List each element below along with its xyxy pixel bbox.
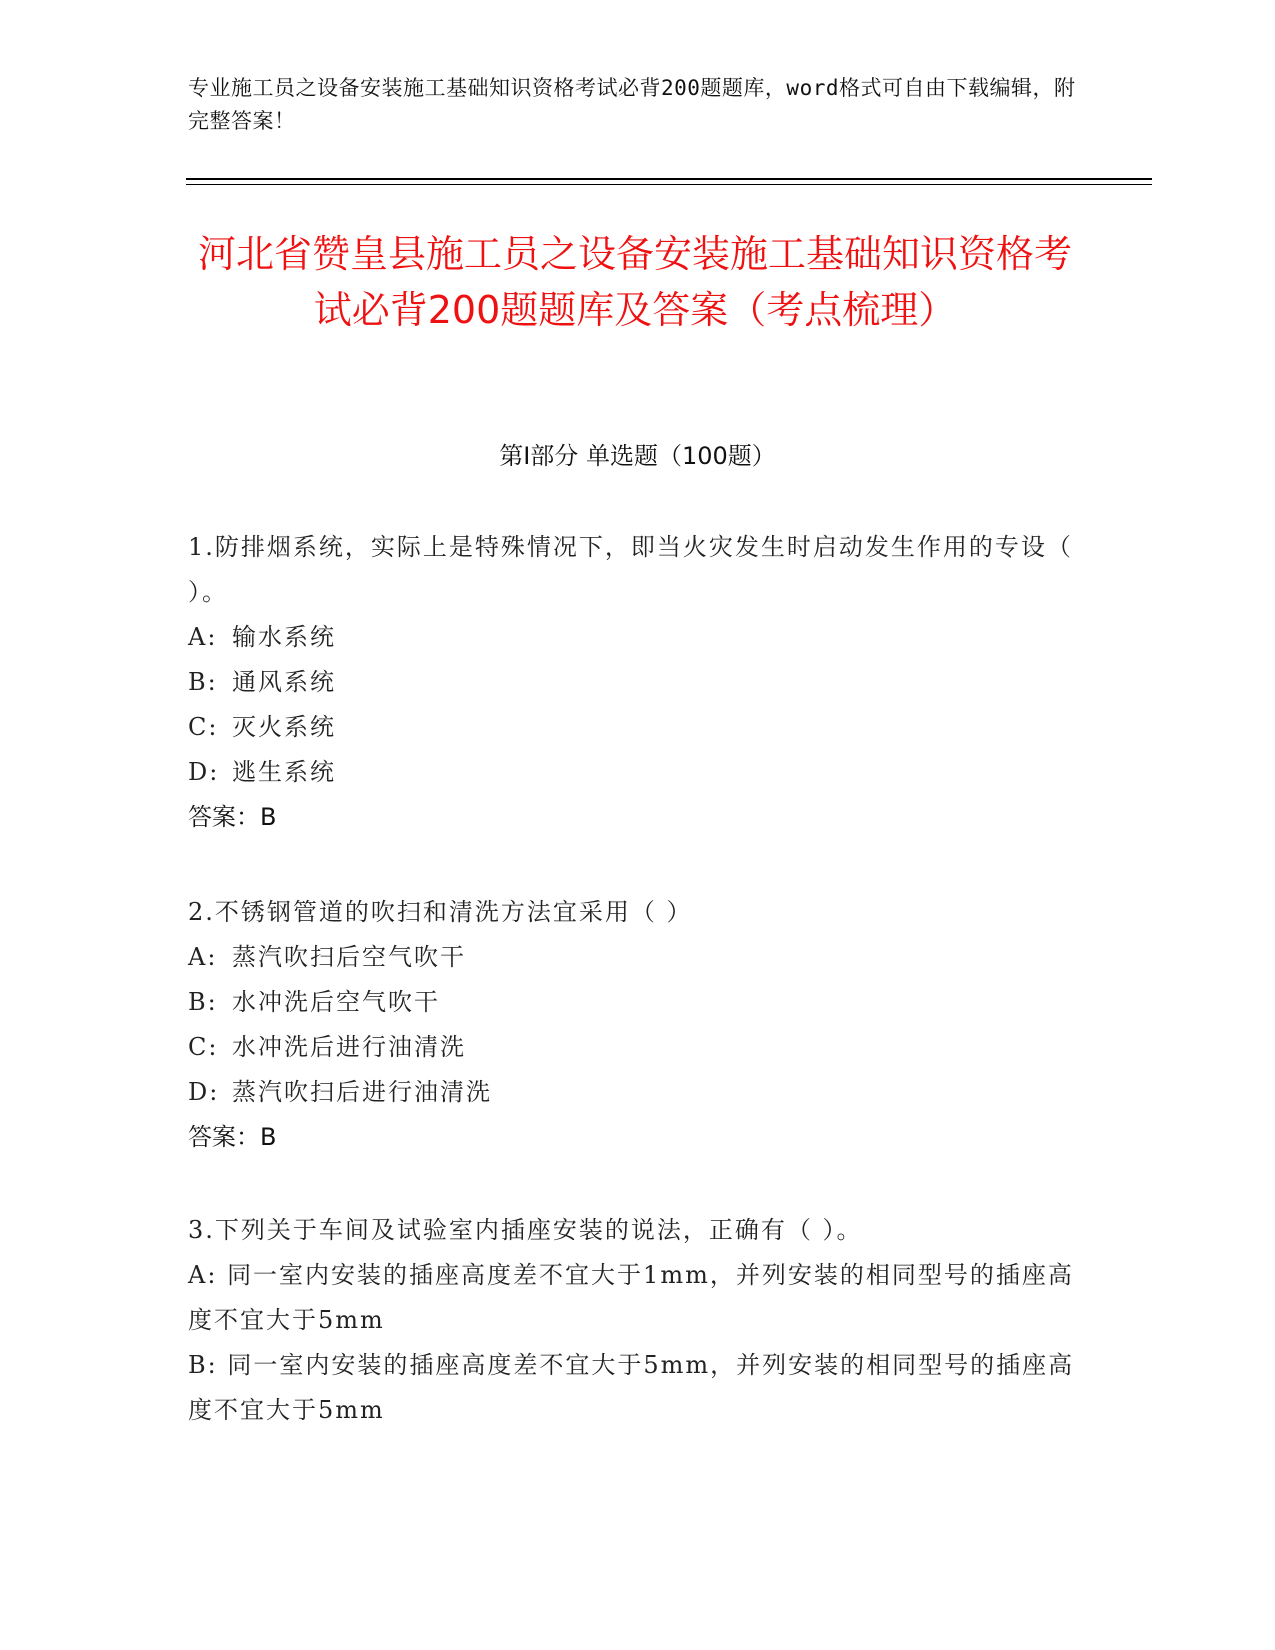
option-b: [188, 660, 1088, 705]
option-c: [188, 1025, 1088, 1070]
header-divider-thin: [186, 184, 1152, 185]
option-letter: C:: [188, 1033, 219, 1061]
option-d: [188, 750, 1088, 795]
question-2: [188, 890, 1088, 1160]
question-stem: 2.不锈钢管道的吹扫和清洗方法宜采用（ ）: [188, 898, 693, 926]
option-text: 同一室内安装的插座高度差不宜大于5mm，并列安装的相同型号的插座高度不宜大于5mm: [188, 1351, 1075, 1424]
option-text: 灭火系统: [232, 713, 336, 741]
option-letter: A:: [188, 1261, 218, 1289]
option-letter: A:: [188, 943, 218, 971]
option-text: 同一室内安装的插座高度差不宜大于1mm，并列安装的相同型号的插座高度不宜大于5mm: [188, 1261, 1074, 1334]
option-a: [188, 615, 1088, 660]
answer: 答案：B: [188, 1123, 277, 1151]
header-note: 专业施工员之设备安装施工基础知识资格考试必背200题题库，word格式可自由下载编辑，附完整答案！: [188, 76, 1076, 133]
question-stem: 3.下列关于车间及试验室内插座安装的说法，正确有（ ）。: [188, 1216, 863, 1244]
option-letter: C:: [188, 713, 219, 741]
option-letter: B:: [188, 1351, 218, 1379]
option-text: 水冲洗后空气吹干: [232, 988, 440, 1016]
option-text: 水冲洗后进行油清洗: [232, 1033, 466, 1061]
option-text: 逃生系统: [232, 758, 336, 786]
option-text: 通风系统: [232, 668, 336, 696]
answer: 答案：B: [188, 803, 277, 831]
option-letter: A:: [188, 623, 218, 651]
option-letter: B:: [188, 668, 218, 696]
option-letter: D:: [188, 1078, 220, 1106]
option-d: [188, 1070, 1088, 1115]
option-text: 蒸汽吹扫后空气吹干: [232, 943, 466, 971]
question-stem: 1.防排烟系统，实际上是特殊情况下，即当火灾发生时启动发生作用的专设（ ）。: [188, 533, 1073, 606]
document-title: 河北省赞皇县施工员之设备安装施工基础知识资格考试必背200题题库及答案（考点梳理）: [197, 232, 1072, 332]
option-text: 输水系统: [232, 623, 336, 651]
option-b: [188, 1343, 1088, 1433]
option-b: [188, 980, 1088, 1025]
option-a: [188, 1253, 1088, 1343]
option-letter: B:: [188, 988, 218, 1016]
option-a: [188, 935, 1088, 980]
section-heading: 第I部分 单选题（100题）: [499, 442, 776, 470]
header-divider-thick: [186, 178, 1152, 180]
option-c: [188, 705, 1088, 750]
question-3: [188, 1208, 1088, 1433]
option-letter: D:: [188, 758, 220, 786]
option-text: 蒸汽吹扫后进行油清洗: [232, 1078, 492, 1106]
question-1: [188, 525, 1088, 840]
